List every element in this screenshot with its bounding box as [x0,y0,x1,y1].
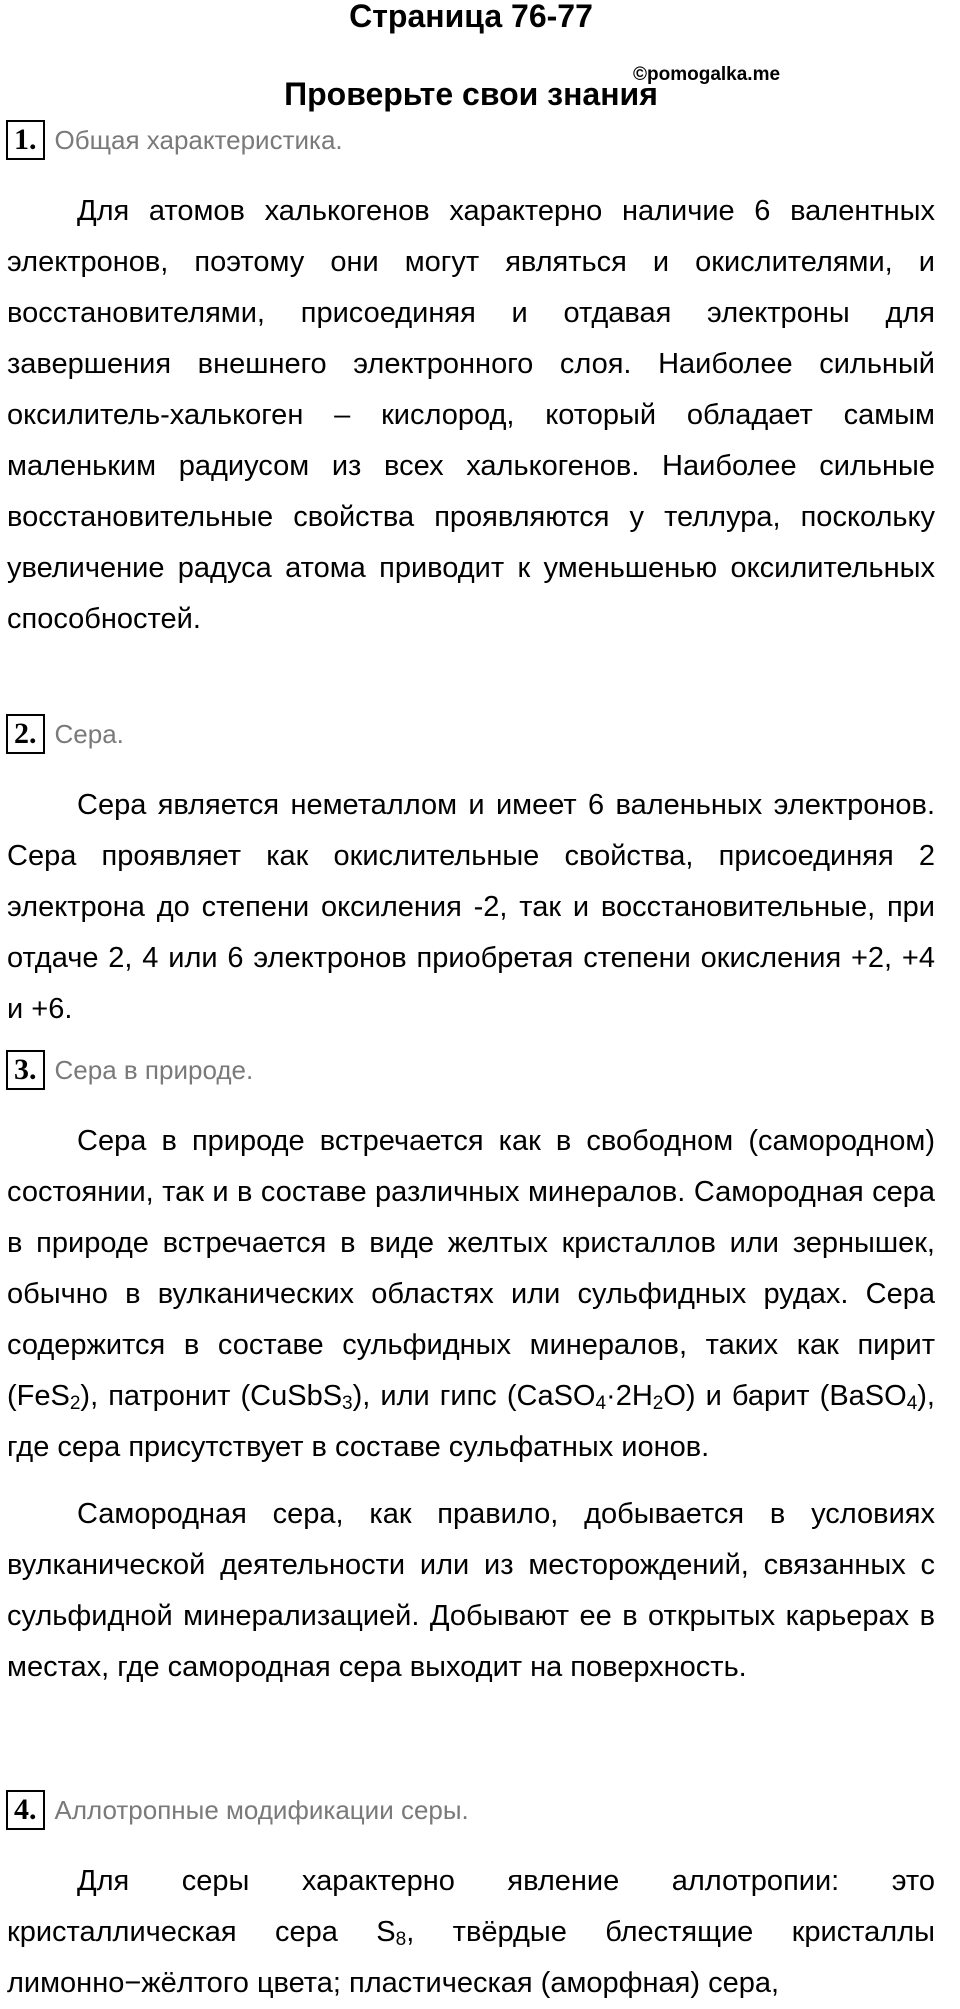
section-header [0,1048,942,1092]
section-4 [0,1788,942,2009]
page-subtitle: Проверьте свои знания [284,76,658,112]
text-run: ), где сера присутствует в составе сульфатных ионов. [7,1380,935,1463]
subscript: 4 [595,1393,607,1414]
text-run: ), или гипс (CaSO [352,1380,596,1412]
question-title: Сера в природе. [54,1054,254,1085]
answer-paragraph [0,1856,942,2009]
subscript: 8 [395,1929,407,1950]
question-title: Общая характеристика. [54,124,343,155]
section-header [0,712,942,756]
text-run: , твёрдые блестящие кристаллы лимонно−жёлтого цвета; пластическая (аморфная) сера, [7,1916,935,1999]
text-run: ), патронит (CuSbS [80,1380,343,1412]
question-number-box: 4. [6,1790,45,1830]
answer-paragraph: Для атомов халькогенов характерно наличие 6 валентных электронов, поэтому они могут являться и окислителями, и восстановителями, присоединяя и отдавая электроны для завершения внешнего электронного слоя. Наиболее сильный оксилитель-халькоген – кислород, который обладает самым маленьким радиусом из всех халькогенов. Наиболее сильные восстановительные свойства проявляются у теллура, поскольку увеличение радуса атома приводит к уменьшенью оксилительных способностей. [7,195,935,635]
subscript: 4 [906,1393,918,1414]
question-number-box: 3. [6,1050,45,1090]
watermark: ©pomogalka.me [633,64,781,85]
section-header [0,118,942,162]
question-number-box: 2. [6,714,45,754]
question-number-box: 1. [6,120,45,160]
subscript: 3 [342,1393,353,1414]
answer-paragraph [0,1116,942,1473]
question-title: Сера. [54,718,124,749]
section-header [0,1788,942,1832]
text-run: O) и барит (BaSO [663,1380,907,1412]
subscript: 2 [652,1393,664,1414]
subscript: 2 [69,1393,81,1414]
question-title: Аллотропные модификации серы. [54,1794,469,1825]
text-run: Для серы характерно явление аллотропии: это кристаллическая сера S [7,1865,935,1948]
section-3 [0,1048,942,1693]
page-title: Страница 76-77 [349,0,593,34]
text-run: ·2H [606,1380,653,1412]
section-1 [0,118,942,645]
answer-paragraph: Самородная сера, как правило, добывается в условиях вулканической деятельности или из месторождений, связанных с сульфидной минерализацией. Добывают ее в открытых карьерах в местах, где самородная сера выходит на поверхность. [7,1498,935,1683]
section-2 [0,712,942,1035]
answer-paragraph: Сера является неметаллом и имеет 6 валеньных электронов. Сера проявляет как окислительные свойства, присоединяя 2 электрона до степени оксиления -2, так и восстановительные, при отдаче 2, 4 или 6 электронов приобретая степени окисления +2, +4 и +6. [7,789,935,1025]
text-run: Сера в природе встречается как в свободном (самородном) состоянии, так и в составе различных минералов. Самородная сера в природе встречается в виде желтых кристаллов или зернышек, обычно в вулканических областях или сульфидных рудах. Сера содержится в составе сульфидных минералов, таких как пирит (FeS [7,1125,935,1412]
